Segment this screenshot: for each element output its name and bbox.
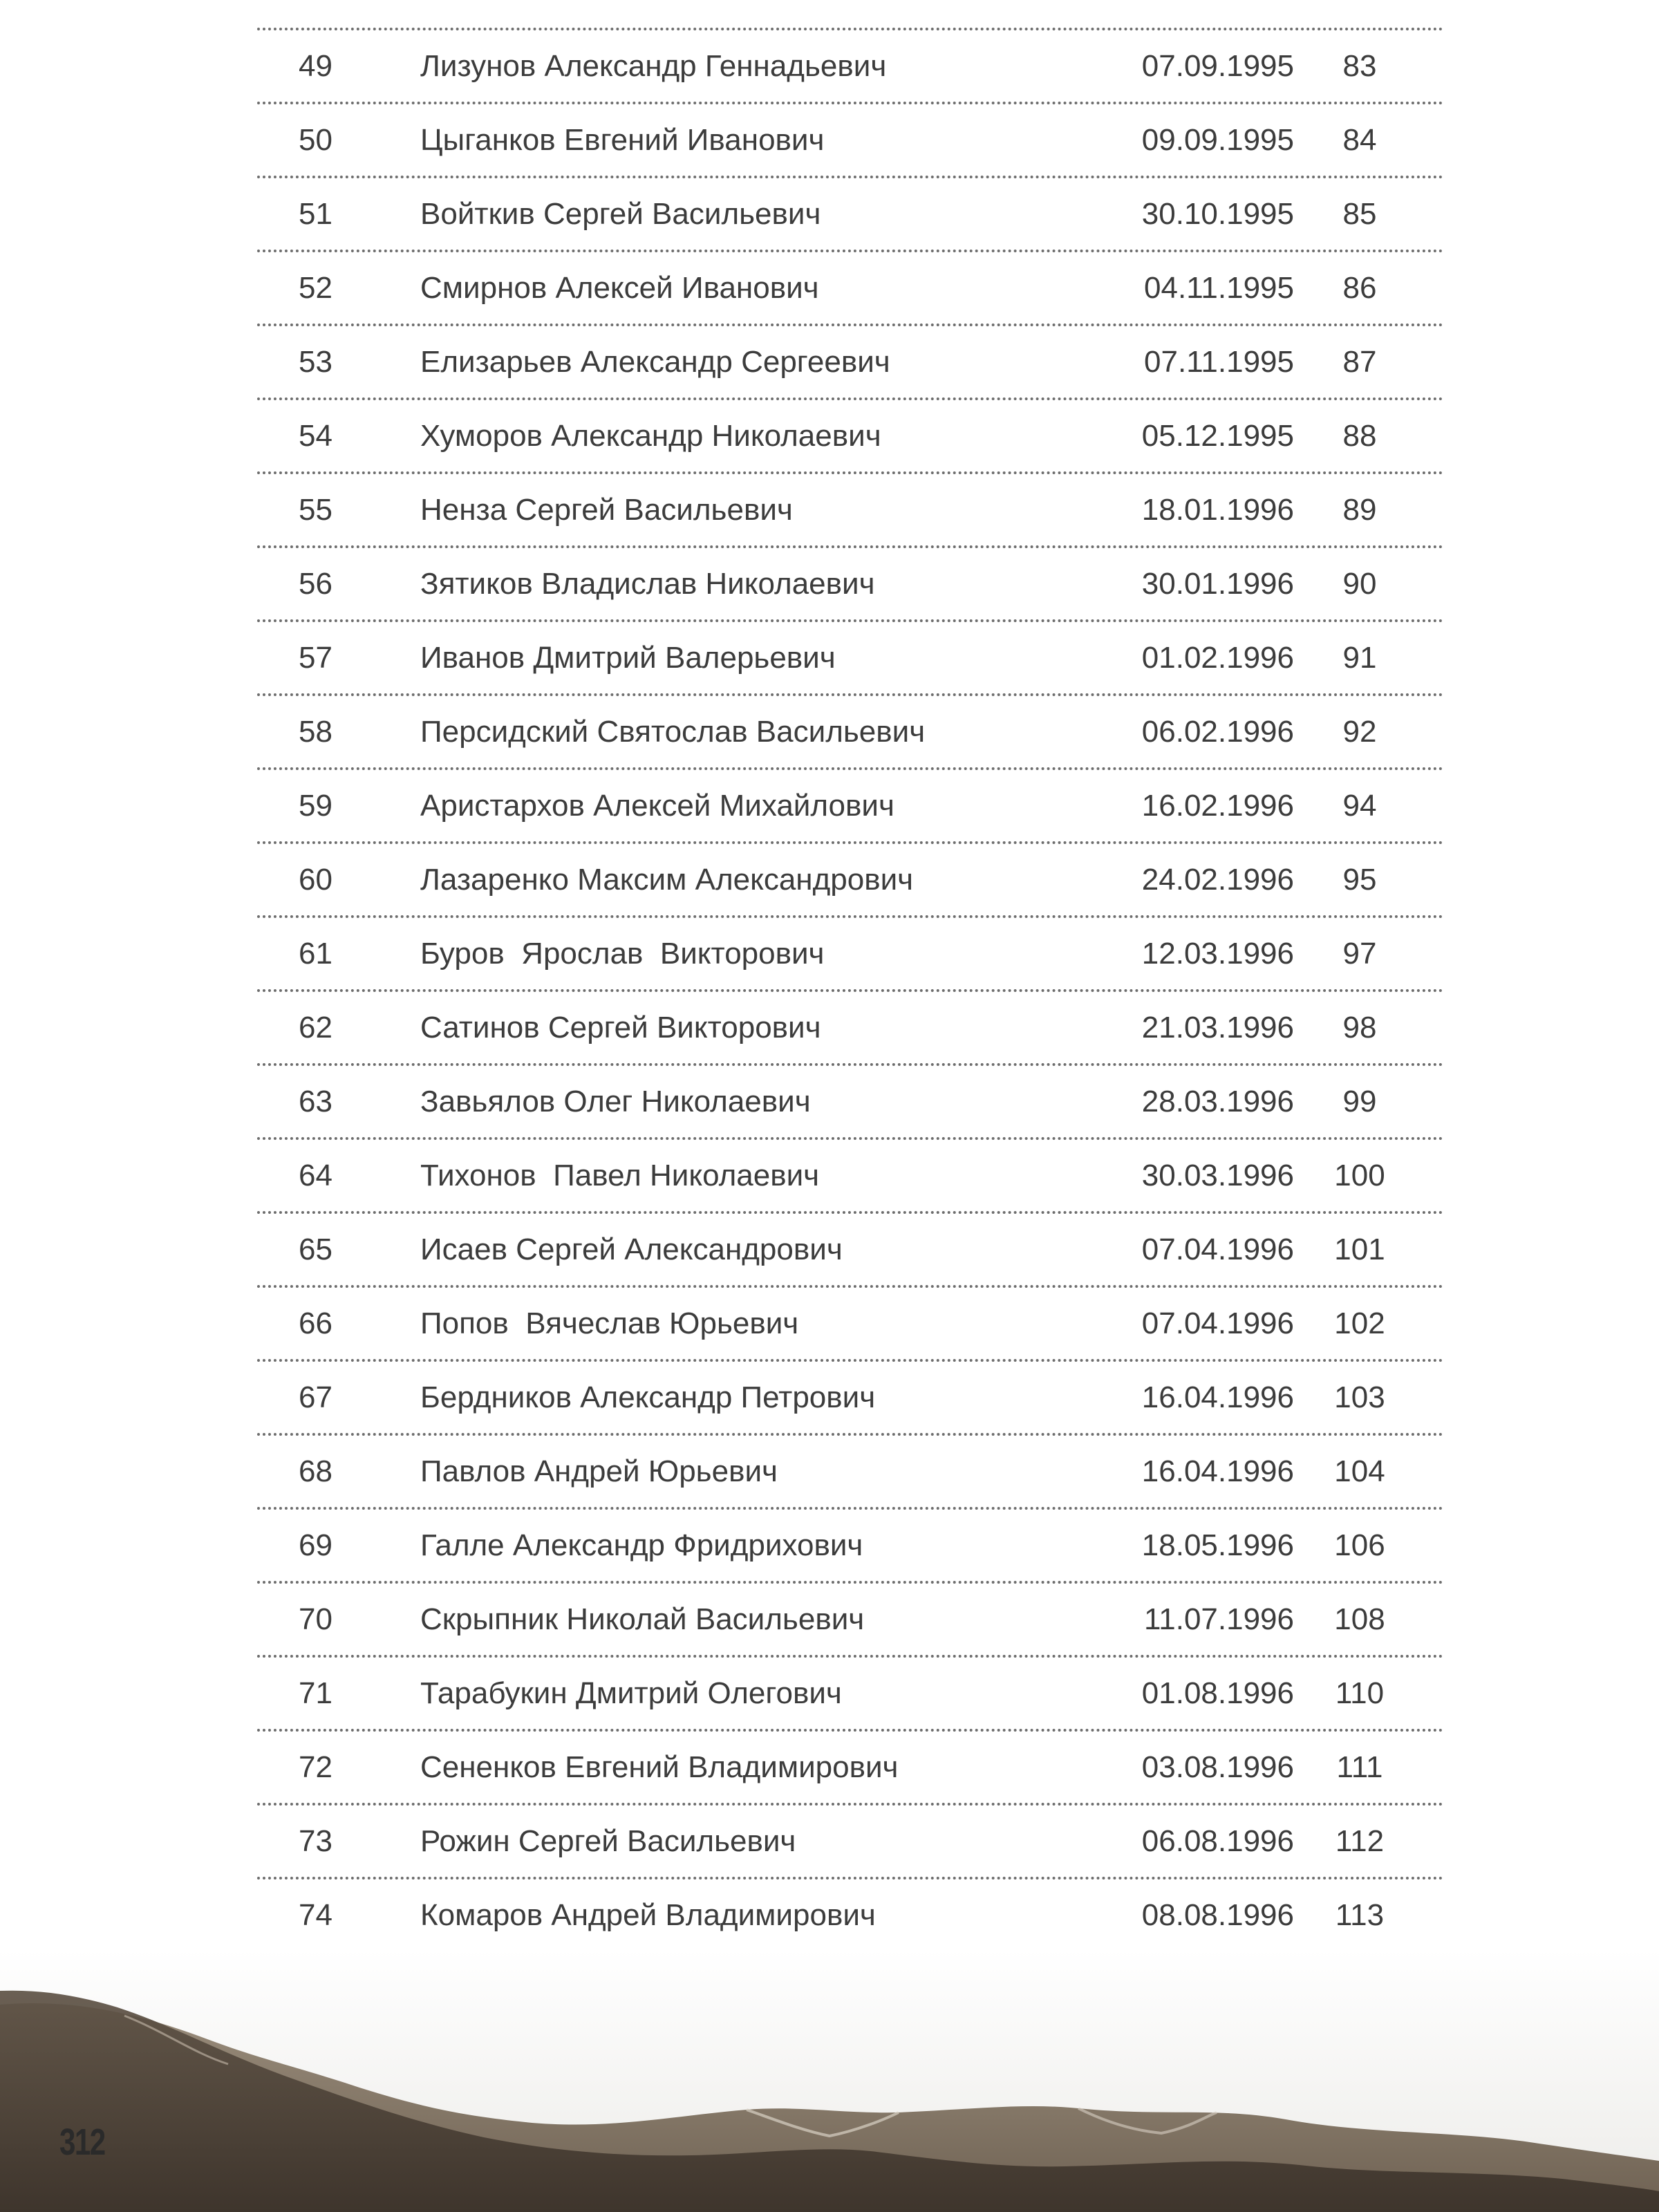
row-number: 70 (299, 1602, 332, 1636)
date-of-death: 03.08.1996 (1141, 1750, 1294, 1784)
page-reference: 89 (1342, 493, 1377, 527)
table-row (257, 1066, 1443, 1140)
page-reference: 99 (1342, 1085, 1377, 1118)
table-row (257, 326, 1443, 400)
page-reference: 83 (1342, 49, 1377, 83)
row-number: 60 (299, 863, 332, 897)
page-reference: 86 (1342, 271, 1377, 305)
date-of-death: 05.12.1995 (1141, 419, 1294, 453)
table-row (257, 1362, 1443, 1436)
table-row (257, 1510, 1443, 1584)
person-name: Тихонов Павел Николаевич (420, 1159, 820, 1192)
table-row (257, 918, 1443, 992)
person-name: Попов Вячеслав Юрьевич (420, 1306, 799, 1340)
memorial-table (257, 28, 1443, 1953)
person-name: Персидский Святослав Васильевич (420, 715, 926, 749)
person-name: Лазаренко Максим Александрович (420, 863, 914, 897)
person-name: Рожин Сергей Васильевич (420, 1824, 796, 1858)
person-name: Елизарьев Александр Сергеевич (420, 345, 890, 379)
table-row (257, 1584, 1443, 1658)
row-number: 51 (299, 197, 332, 231)
table-row (257, 474, 1443, 548)
page-reference: 84 (1342, 123, 1377, 157)
person-name: Павлов Андрей Юрьевич (420, 1454, 778, 1488)
person-name: Иванов Дмитрий Валерьевич (420, 641, 836, 675)
table-row (257, 1140, 1443, 1214)
person-name: Галле Александр Фридрихович (420, 1528, 863, 1562)
date-of-death: 21.03.1996 (1141, 1011, 1294, 1044)
page-reference: 113 (1335, 1898, 1385, 1932)
page-reference: 110 (1335, 1676, 1385, 1710)
person-name: Исаев Сергей Александрович (420, 1232, 843, 1266)
date-of-death: 06.02.1996 (1141, 715, 1294, 749)
row-number: 53 (299, 345, 332, 379)
page-reference: 111 (1336, 1750, 1383, 1784)
person-name: Ненза Сергей Васильевич (420, 493, 793, 527)
date-of-death: 07.09.1995 (1141, 49, 1294, 83)
date-of-death: 24.02.1996 (1141, 863, 1294, 897)
row-number: 71 (299, 1676, 332, 1710)
page-reference: 102 (1334, 1306, 1385, 1340)
date-of-death: 12.03.1996 (1141, 937, 1294, 971)
table-row (257, 104, 1443, 178)
table-row (257, 992, 1443, 1066)
person-name: Сененков Евгений Владимирович (420, 1750, 899, 1784)
date-of-death: 07.11.1995 (1144, 345, 1294, 379)
table-row (257, 548, 1443, 622)
page-reference: 90 (1342, 567, 1377, 601)
person-name: Скрыпник Николай Васильевич (420, 1602, 865, 1636)
table-row (257, 30, 1443, 104)
page-reference: 112 (1335, 1824, 1385, 1858)
page-number: 312 (59, 2121, 105, 2163)
person-name: Смирнов Алексей Иванович (420, 271, 819, 305)
person-name: Аристархов Алексей Михайлович (420, 789, 894, 823)
date-of-death: 07.04.1996 (1141, 1232, 1294, 1266)
table-row (257, 770, 1443, 844)
row-number: 69 (299, 1528, 332, 1562)
date-of-death: 18.01.1996 (1141, 493, 1294, 527)
date-of-death: 16.04.1996 (1141, 1380, 1294, 1414)
table-row (257, 178, 1443, 252)
table-row (257, 844, 1443, 918)
page-reference: 104 (1334, 1454, 1385, 1488)
row-number: 56 (299, 567, 332, 601)
page-reference: 101 (1334, 1232, 1385, 1266)
table-row (257, 1658, 1443, 1732)
row-number: 66 (299, 1306, 332, 1340)
person-name: Тарабукин Дмитрий Олегович (420, 1676, 842, 1710)
table-row (257, 1806, 1443, 1880)
date-of-death: 30.03.1996 (1141, 1159, 1294, 1192)
person-name: Войткив Сергей Васильевич (420, 197, 821, 231)
row-number: 57 (299, 641, 332, 675)
person-name: Цыганков Евгений Иванович (420, 123, 825, 157)
table-row (257, 1880, 1443, 1953)
table-row (257, 1436, 1443, 1510)
date-of-death: 30.10.1995 (1141, 197, 1294, 231)
table-row (257, 622, 1443, 696)
person-name: Сатинов Сергей Викторович (420, 1011, 821, 1044)
date-of-death: 30.01.1996 (1141, 567, 1294, 601)
row-number: 72 (299, 1750, 332, 1784)
person-name: Буров Ярослав Викторович (420, 937, 825, 971)
page-reference: 87 (1342, 345, 1377, 379)
page-reference: 97 (1342, 937, 1377, 971)
date-of-death: 28.03.1996 (1141, 1085, 1294, 1118)
page-reference: 94 (1342, 789, 1377, 823)
row-number: 73 (299, 1824, 332, 1858)
row-number: 65 (299, 1232, 332, 1266)
mountain-landscape-image (0, 1949, 1659, 2212)
date-of-death: 11.07.1996 (1144, 1602, 1294, 1636)
row-number: 54 (299, 419, 332, 453)
table-row (257, 1214, 1443, 1288)
person-name: Завьялов Олег Николаевич (420, 1085, 811, 1118)
row-number: 50 (299, 123, 332, 157)
row-number: 58 (299, 715, 332, 749)
row-number: 67 (299, 1380, 332, 1414)
page-reference: 98 (1342, 1011, 1377, 1044)
date-of-death: 01.02.1996 (1141, 641, 1294, 675)
person-name: Комаров Андрей Владимирович (420, 1898, 876, 1932)
row-number: 62 (299, 1011, 332, 1044)
row-number: 64 (299, 1159, 332, 1192)
row-number: 55 (299, 493, 332, 527)
table-row (257, 696, 1443, 770)
date-of-death: 04.11.1995 (1144, 271, 1294, 305)
person-name: Лизунов Александр Геннадьевич (420, 49, 887, 83)
row-number: 74 (299, 1898, 332, 1932)
page-reference: 108 (1334, 1602, 1385, 1636)
table-row (257, 1732, 1443, 1806)
date-of-death: 16.04.1996 (1141, 1454, 1294, 1488)
page-reference: 85 (1342, 197, 1377, 231)
page-reference: 100 (1334, 1159, 1385, 1192)
person-name: Бердников Александр Петрович (420, 1380, 876, 1414)
page-reference: 88 (1342, 419, 1377, 453)
row-number: 52 (299, 271, 332, 305)
date-of-death: 08.08.1996 (1141, 1898, 1294, 1932)
row-number: 49 (299, 49, 332, 83)
date-of-death: 07.04.1996 (1141, 1306, 1294, 1340)
date-of-death: 01.08.1996 (1141, 1676, 1294, 1710)
date-of-death: 18.05.1996 (1141, 1528, 1294, 1562)
page-reference: 91 (1342, 641, 1377, 675)
page-reference: 106 (1334, 1528, 1385, 1562)
row-number: 63 (299, 1085, 332, 1118)
row-number: 68 (299, 1454, 332, 1488)
page-reference: 95 (1342, 863, 1377, 897)
row-number: 59 (299, 789, 332, 823)
person-name: Зятиков Владислав Николаевич (420, 567, 875, 601)
table-row (257, 400, 1443, 474)
person-name: Хуморов Александр Николаевич (420, 419, 881, 453)
date-of-death: 06.08.1996 (1141, 1824, 1294, 1858)
table-row (257, 252, 1443, 326)
table-row (257, 1288, 1443, 1362)
page-reference: 92 (1342, 715, 1377, 749)
date-of-death: 09.09.1995 (1141, 123, 1294, 157)
row-number: 61 (299, 937, 332, 971)
date-of-death: 16.02.1996 (1141, 789, 1294, 823)
page-reference: 103 (1334, 1380, 1385, 1414)
